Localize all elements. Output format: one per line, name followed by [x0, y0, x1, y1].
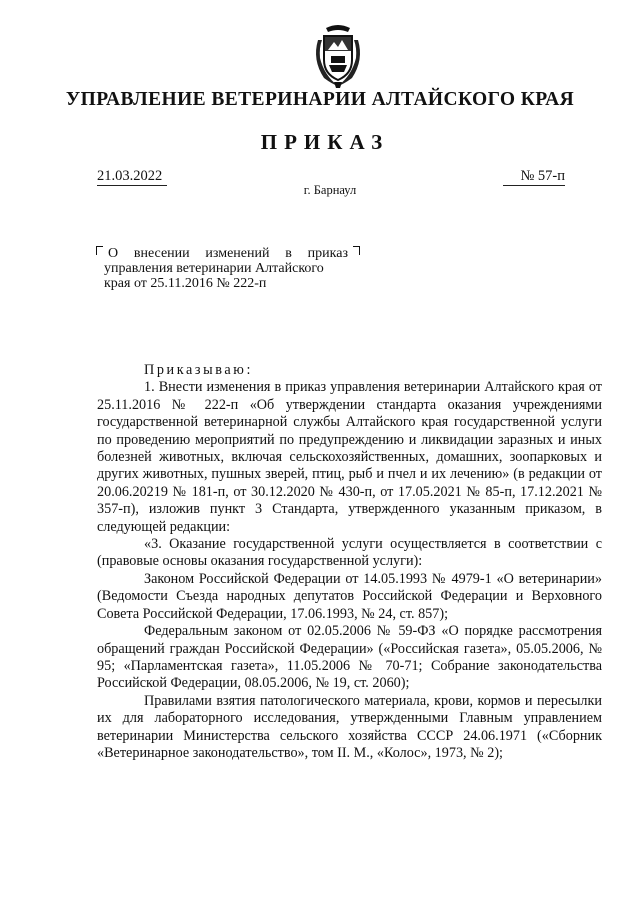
order-number: № 57-п	[503, 167, 565, 186]
coat-of-arms-emblem	[304, 20, 372, 90]
organization-title: УПРАВЛЕНИЕ ВЕТЕРИНАРИИ АЛТАЙСКОГО КРАЯ	[65, 89, 575, 110]
order-body	[97, 362, 602, 762]
subject-word: изменений	[205, 246, 270, 261]
document-type-heading: ПРИКАЗ	[260, 130, 390, 154]
subject-word: приказ	[307, 246, 348, 261]
subject-line-3: края от 25.11.2016 № 222-п	[104, 276, 267, 291]
order-directive: Приказываю:	[144, 362, 253, 378]
body-paragraph: 1. Внести изменения в приказ управления ветеринарии Алтайского края от 25.11.2016 № 222-п «Об утверждении стандарта оказания учреждениями государственной ветеринарной службы Алтайского края государственной услуги по проведению мероприятий по предупреждению и ликвидации заразных и иных болезней животных, включая сельскохозяйственных, домашних, зоопарковых и других животных, пушных зверей, птиц, рыб и пчел и их лечению» (в редакции от 20.06.20219 № 181-п, от 30.12.2020 № 430-п, от 17.05.2021 № 85-п, 17.12.2021 № 357-п), изложив пункт 3 Стандарта, утвержденного указанным приказом, в следующей редакции:	[97, 379, 602, 535]
subject-word: в	[285, 246, 292, 261]
body-paragraph: Федеральным законом от 02.05.2006 № 59-ФЗ «О порядке рассмотрения обращений граждан Российской Федерации» («Российская газета», 05.05.2006, № 95; «Парламентская газета», 11.05.2006 № 70-71; Собрание законодательства Российской Федерации, 08.05.2006, № 19, ст. 2060);	[97, 623, 602, 692]
subject-word: О	[108, 246, 119, 261]
order-date: 21.03.2022	[97, 167, 167, 186]
body-paragraph: «3. Оказание государственной услуги осуществляется в соответствии с (правовые основы оказания государственной услуги):	[97, 536, 602, 570]
order-subject	[100, 246, 356, 291]
body-paragraph: Правилами взятия патологического материала, крови, кормов и пересылки их для лабораторного исследования, утвержденными Главным управлением ветеринарии Министерства сельского хозяйства СССР 24.06.1971 («Сборник «Ветеринарное законодательство», том II. М., «Колос», 1973, № 2);	[97, 692, 602, 761]
city-label: г. Барнаул	[303, 183, 357, 197]
subject-line-1	[100, 246, 356, 261]
subject-line-2: управления ветеринарии Алтайского	[104, 261, 324, 276]
subject-word: внесении	[133, 246, 190, 261]
body-paragraph: Законом Российской Федерации от 14.05.1993 № 4979-1 «О ветеринарии» (Ведомости Съезда народных депутатов Российской Федерации и Верховного Совета Российской Федерации, 17.06.1993, № 24, ст. 857);	[97, 570, 602, 622]
